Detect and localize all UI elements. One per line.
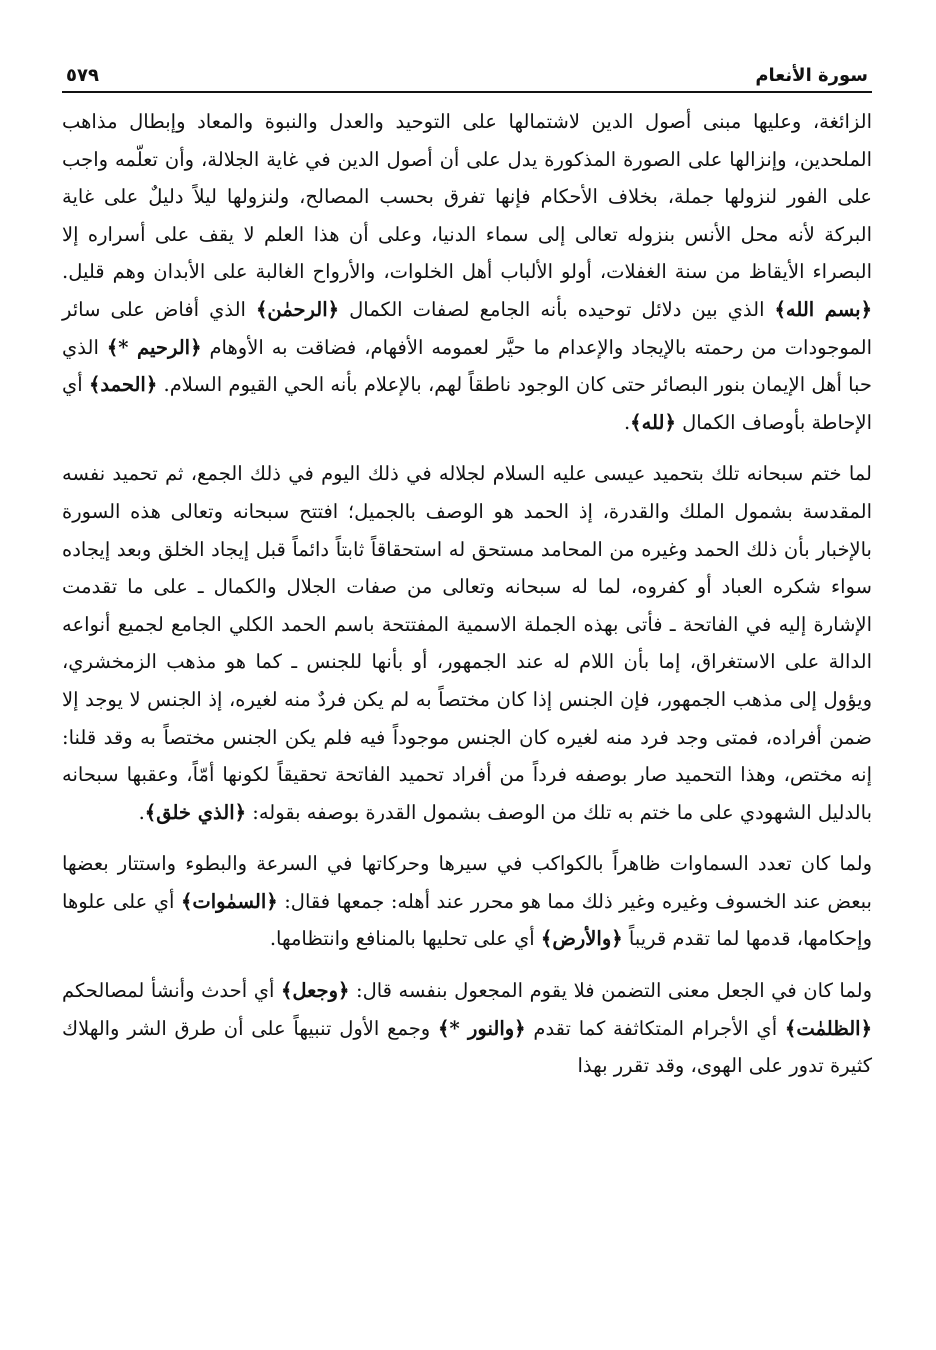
text-run: أي أحدث وأنشأ لمصالحكم [62,979,281,1003]
quran-quote: ﴿السمٰوات﴾ [180,889,278,913]
quran-quote: ﴿الظلمٰت﴾ [784,1016,872,1040]
quran-quote: ﴿الذي خلق﴾ [144,800,247,824]
text-run: لما ختم سبحانه تلك بتحميد عيسى عليه السلام لجلاله في ذلك اليوم في ذلك الجمع، ثم تحميد نفسه المقدسة بشمول الملك والقدرة، إذ الحمد هو الوصف بالجميل؛ افتتح سبحانه وتعالى هذه السورة بالإخبار بأن ذلك الحمد وغيره من المحامد مستحق له استحقاقاً ثابتاً دائماً قبل إيجاد الخلق وبعد إيجاده سواء شكره العباد أو كفروه، لما له سبحانه وتعالى من صفات الجلال والكمال ـ على ما تقدمت الإشارة إليه في الفاتحة ـ فأتى بهذه الجملة الاسمية المفتتحة باسم الحمد الكلي الجامع لجميع أنواعه الدالة على الاستغراق، إما بأن اللام له عند الجمهور، أو بأنها للجنس ـ كما هو مذهب الزمخشري، ويؤول إلى مذهب الجمهور، فإن الجنس إذا كان مختصاً به لم يكن فردٌ منه لغيره، إذ الجنس لا يوجد إلا ضمن أفراده، فمتى وجد فرد منه لغيره كان الجنس موجوداً فيه فلم يكن الجنس مختصاً به وقد قلنا: إنه مختص، وهذا التحميد صار بوصفه فرداً من أفراد تحميد الفاتحة تحقيقاً لكونها أمّاً، وعقبها سبحانه بالدليل الشهودي على ما ختم به تلك من الوصف بشمول القدرة بوصفه بقوله: [62,462,872,824]
body-text [62,103,872,1085]
text-run: أي الإحاطة بأوصاف الكمال [62,373,872,434]
text-run: الذي حبا أهل الإيمان بنور البصائر حتى كان الوجود ناطقاً لهم، بالإعلام بأنه الحي القيوم السلام. [62,335,872,397]
quran-quote: ﴿وجعل﴾ [280,979,350,1003]
running-header [62,58,872,86]
text-run: أي على علوها وإحكامها، قدمها لما تقدم قريباً [62,889,872,951]
text-run: الذي بين دلائل توحيده بأنه الجامع لصفات الكمال [339,297,775,321]
text-run: ولما كان في الجعل معنى التضمن فلا يقوم المجعول بنفسه قال: [349,979,872,1003]
surah-title: سورة الأنعام [755,65,868,86]
paragraph [62,103,872,441]
page-number: ٥٧٩ [66,65,99,86]
paragraph [62,455,872,831]
text-run: أي على تحليها بالمنافع وانتظامها. [269,927,541,951]
text-run: . [623,410,631,434]
quran-quote: ﴿والنور *﴾ [438,1016,526,1040]
quran-quote: ﴿الرحيم *﴾ [106,335,202,359]
paragraph [62,845,872,958]
text-run: الذي أفاض على سائر الموجودات من رحمته بالإيجاد والإعدام ما حيَّر لعمومه الأفهام، فضاقت به الأوهام [62,297,872,359]
quran-quote: ﴿الرحمٰن﴾ [255,297,340,321]
quran-quote: ﴿والأرض﴾ [540,927,623,951]
text-run: وجمع الأول تنبيهاً على أن طرق الشر والهلاك كثيرة تدور على الهوى، وقد تقرر بهذا [62,1016,872,1078]
quran-quote: ﴿الحمد﴾ [88,373,158,397]
paragraph [62,972,872,1085]
text-run: . [138,800,145,824]
quran-quote: ﴿لله﴾ [630,410,676,434]
quran-quote: ﴿بسم الله﴾ [774,297,872,321]
text-run: ولما كان تعدد السماوات ظاهراً بالكواكب في سيرها وحركاتها في السرعة والبطوء واستتار بعضها ببعض عند الخسوف وغيره وغير ذلك مما هو محرر عند أهله: جمعها فقال: [62,852,872,913]
text-run: أي الأجرام المتكاثفة كما تقدم [525,1016,785,1040]
header-rule [62,91,872,93]
text-run: الزائغة، وعليها مبنى أصول الدين لاشتمالها على التوحيد والعدل والنبوة والمعاد وإبطال مذاهب الملحدين، وإنزالها على الصورة المذكورة يدل على أن أصول الدين في غاية الجلالة، وأن تعلّمه واجب على الفور لنزولها جملة، بخلاف الأحكام فإنها تفرق بحسب المصالح، ولنزولها ليلاً دليلٌ على غاية البركة لأنه محل الأنس بنزوله تعالى إلى سماء الدنيا، وعلى أن هذا العلم لا يقف على أسراره إلا البصراء الأيقاظ من سنة الغفلات، أولو الألباب أهل الخلوات، والأرواح الغالبة على الأبدان وهم قليل. [62,110,872,284]
